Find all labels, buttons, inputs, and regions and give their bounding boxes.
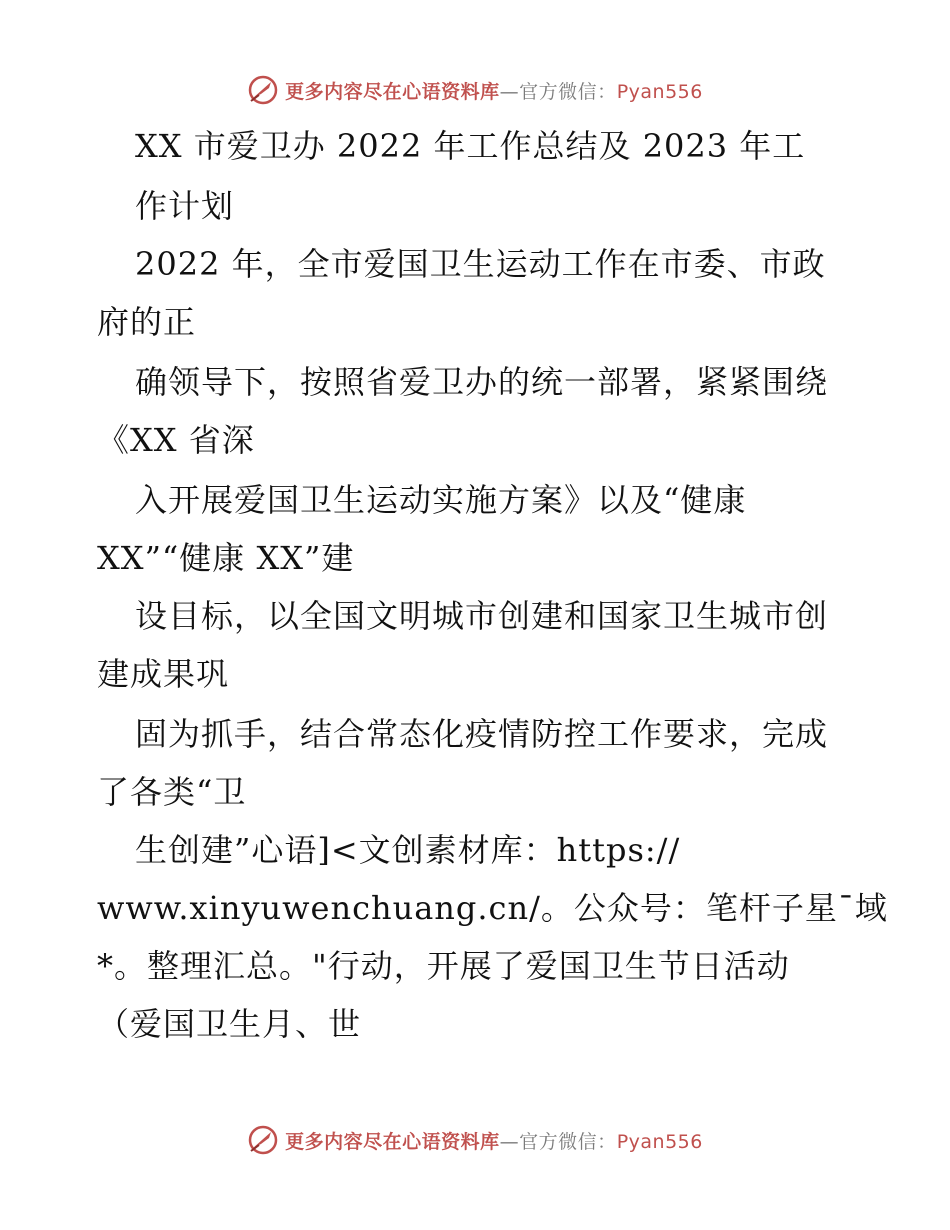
footer-contact-label: 官方微信： <box>519 1130 617 1153</box>
header-banner <box>0 70 950 110</box>
footer-banner-text <box>285 1127 703 1154</box>
doc-line: 固为抓手，结合常态化疫情防控工作要求，完成 <box>135 715 829 753</box>
doc-line: 了各类“卫 <box>97 773 247 811</box>
doc-line-title-1: XX 市爱卫办 2022 年工作总结及 2023 年工 <box>135 127 806 165</box>
footer-brand-text: 更多内容尽在心语资料库 <box>285 1130 500 1153</box>
doc-line-title-2: 作计划 <box>135 187 235 225</box>
footer-contact-id: Pyan556 <box>616 1130 703 1153</box>
doc-line: 2022 年，全市爱国卫生运动工作在市委、市政 <box>135 245 826 283</box>
footer-separator: — <box>499 1130 520 1153</box>
header-banner-text <box>285 77 703 104</box>
doc-line: 确领导下，按照省爱卫办的统一部署，紧紧围绕 <box>135 363 829 401</box>
doc-line: 《XX 省深 <box>97 421 255 459</box>
header-contact-label: 官方微信： <box>519 80 617 103</box>
header-brand-text: 更多内容尽在心语资料库 <box>285 80 500 103</box>
quill-logo-icon <box>247 1124 279 1156</box>
doc-line: 入开展爱国卫生运动实施方案》以及“健康 <box>135 481 747 519</box>
footer-banner <box>0 1120 950 1160</box>
doc-line: 建成果巩 <box>97 655 230 693</box>
doc-line-url: www.xinyuwenchuang.cn/。公众号：笔杆子星¯域 <box>97 889 888 927</box>
quill-logo-icon <box>247 74 279 106</box>
doc-line: （爱国卫生月、世 <box>97 1005 362 1043</box>
header-contact-id: Pyan556 <box>616 80 703 103</box>
doc-line: *。整理汇总。"行动，开展了爱国卫生节日活动 <box>97 947 790 985</box>
doc-line: 设目标，以全国文明城市创建和国家卫生城市创 <box>135 597 829 635</box>
doc-line: 府的正 <box>97 303 197 341</box>
doc-line: 生创建”心语]<文创素材库：https:// <box>135 831 681 869</box>
doc-line: XX”“健康 XX”建 <box>97 539 355 577</box>
header-separator: — <box>499 80 520 103</box>
